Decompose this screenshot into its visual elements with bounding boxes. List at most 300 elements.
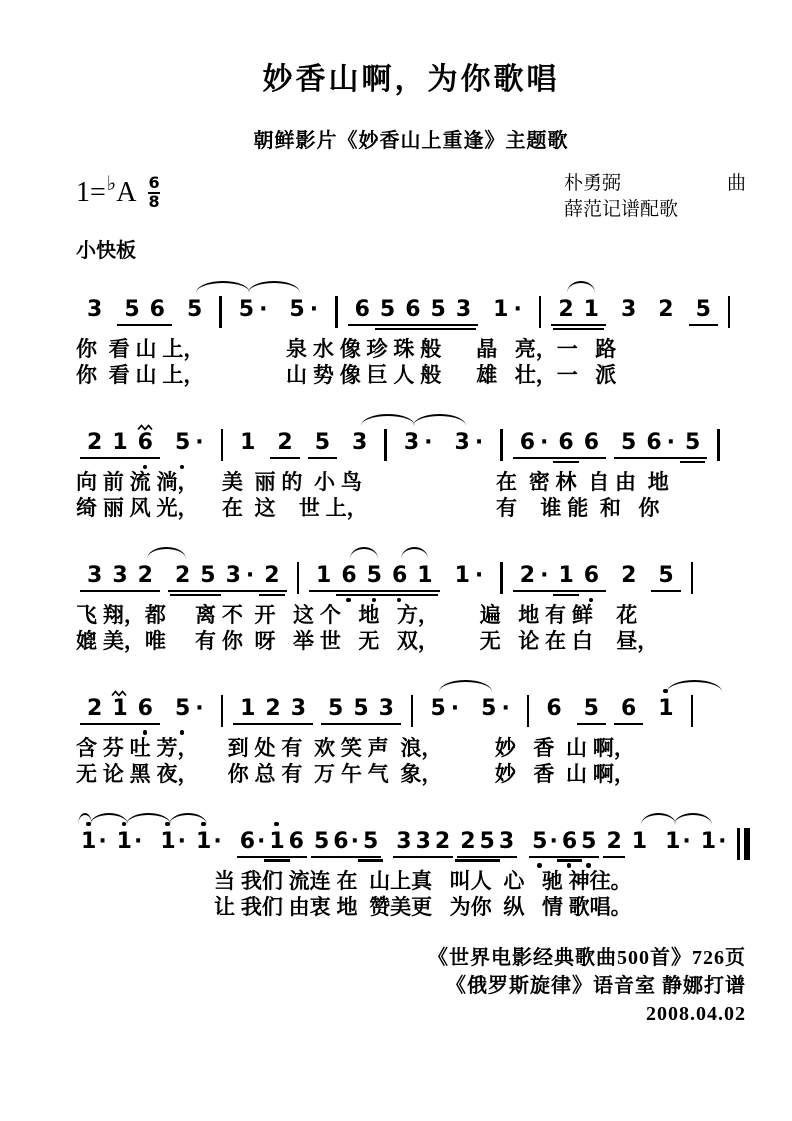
meter-numerator: 6	[148, 173, 160, 192]
tie-arc	[401, 547, 428, 559]
final-barline-thick	[744, 828, 750, 860]
note	[498, 828, 515, 854]
note-digit: 2	[265, 695, 281, 721]
octave-dot-low	[537, 863, 542, 868]
note	[380, 299, 395, 321]
note-digit: 2	[434, 828, 451, 854]
sixteenth-beam	[412, 594, 437, 597]
note-digit: 6	[391, 563, 408, 589]
note-digit: 5	[581, 828, 597, 854]
music-line	[76, 811, 746, 863]
sixteenth-beam	[553, 328, 578, 331]
music-line	[76, 412, 746, 464]
augmentation-dot: ·	[98, 828, 107, 854]
song-subtitle: 朝鲜影片《妙香山上重逢》主题歌	[253, 130, 569, 152]
note-digit: 1	[454, 563, 470, 589]
tie-arc	[641, 813, 676, 825]
note-digit: 1	[269, 828, 285, 854]
note	[532, 828, 558, 854]
tie-arc	[413, 414, 466, 426]
note-digit: 5	[658, 563, 674, 589]
barline	[411, 695, 414, 727]
final-barline-thin	[737, 828, 740, 860]
augmentation-dot: ·	[501, 695, 510, 721]
note-digit: 6	[558, 430, 574, 456]
note-digit: 3	[290, 695, 307, 721]
beam-group	[614, 299, 643, 324]
note-digit: 1	[240, 695, 256, 721]
note	[621, 432, 636, 454]
augmentation-dot: ·	[450, 695, 460, 721]
note	[200, 565, 215, 587]
note-digit: 6	[354, 297, 370, 323]
flat-icon: ♭	[106, 172, 117, 195]
note	[584, 432, 599, 454]
beam-group	[232, 299, 275, 324]
note-digit: 6	[333, 828, 349, 854]
note	[606, 828, 622, 854]
beam-group	[233, 432, 262, 457]
note-digit: 3	[454, 430, 470, 456]
note-digit: 6	[546, 695, 562, 721]
note	[405, 299, 420, 321]
beam-group	[348, 299, 479, 326]
sixteenth-beam	[426, 328, 451, 331]
note	[355, 299, 370, 321]
note	[455, 565, 484, 587]
sixteenth-beam	[358, 859, 383, 862]
note-digit: 5	[313, 828, 330, 854]
note-digit: 5	[200, 563, 216, 589]
sixteenth-beam	[170, 594, 195, 597]
note	[417, 565, 432, 587]
beam-group	[651, 695, 680, 723]
note	[81, 828, 107, 854]
note-digit: 1	[493, 297, 509, 323]
barline	[297, 562, 300, 594]
key-letter: A	[116, 176, 137, 208]
note-digit: 6	[561, 828, 578, 854]
tie-arc	[350, 547, 378, 559]
note	[621, 299, 636, 321]
note-digit: 5	[621, 430, 637, 456]
note	[87, 565, 102, 587]
beam-group	[270, 432, 299, 459]
note-digit: 5	[684, 430, 701, 456]
note-digit: 2	[87, 430, 103, 456]
note	[378, 695, 394, 721]
note	[289, 299, 318, 321]
note	[362, 828, 379, 854]
beam-group	[603, 828, 624, 858]
note	[456, 299, 471, 321]
octave-dot-low	[589, 598, 594, 603]
beam-group	[698, 828, 730, 856]
augmentation-dot: ·	[549, 828, 558, 854]
note	[112, 432, 127, 454]
sixteenth-beam	[680, 461, 705, 464]
beam-group	[114, 828, 146, 856]
note-digit: 5	[379, 297, 396, 323]
note-digit: 3	[87, 563, 103, 589]
transcriber-credit: 《俄罗斯旋律》语音室 静娜打谱	[446, 974, 746, 997]
note	[404, 432, 433, 454]
tie-arc	[126, 813, 171, 825]
octave-dot-low	[397, 598, 402, 603]
note-digit: 1	[631, 828, 648, 854]
augmentation-dot: ·	[513, 297, 522, 323]
barline	[500, 429, 503, 461]
note-digit: 1	[417, 563, 433, 589]
note	[658, 565, 673, 587]
augmentation-dot: ·	[257, 828, 266, 854]
sixteenth-beam	[557, 859, 582, 862]
note	[481, 695, 510, 721]
note	[137, 695, 153, 721]
note	[621, 565, 636, 587]
note-digit: 6	[519, 430, 536, 456]
mordent-icon	[111, 680, 127, 702]
sixteenth-beam	[336, 594, 361, 597]
composer-name: 朴勇弼	[564, 173, 622, 194]
note	[112, 565, 127, 587]
note	[561, 828, 578, 854]
note	[87, 695, 103, 721]
note	[239, 828, 266, 854]
note	[558, 299, 573, 321]
sixteenth-beam	[195, 594, 220, 597]
beam-group	[614, 695, 643, 725]
octave-dot-low	[180, 730, 185, 735]
note-digit: 2	[460, 828, 476, 854]
score-system	[76, 279, 746, 388]
note	[396, 828, 412, 854]
augmentation-dot: ·	[195, 695, 204, 721]
beam-group	[529, 828, 599, 858]
note	[175, 432, 204, 454]
note-digit: 2	[621, 563, 637, 589]
meter-denominator: 8	[148, 191, 160, 211]
lyricist-credit: 薛范记谱配歌	[564, 198, 679, 220]
note-digit: 3	[352, 430, 368, 456]
lyric-line: 你 看 山 上， 山 势 像 巨 人 般 雄 壮，一 派	[76, 364, 617, 388]
octave-dot-low	[567, 863, 572, 868]
note	[239, 299, 268, 321]
barline	[539, 296, 542, 328]
note	[581, 828, 597, 854]
note-digit: 3	[112, 563, 128, 589]
note	[558, 565, 573, 587]
sixteenth-beam	[451, 328, 476, 331]
note	[265, 695, 281, 721]
note	[696, 299, 711, 321]
note-digit: 5	[174, 430, 191, 456]
tie-arc	[90, 813, 128, 825]
barline	[335, 296, 338, 328]
key-signature	[76, 172, 160, 211]
note-digit: 1	[112, 430, 128, 456]
beam-group	[80, 565, 160, 592]
augmentation-dot: ·	[259, 297, 268, 323]
lyric-line: 含 芬 吐 芳， 到 处 有 欢 笑 声 浪， 妙 香 山 啊，	[76, 736, 635, 760]
beam-group	[577, 695, 606, 725]
note	[313, 828, 330, 854]
note-digit: 5	[353, 695, 369, 721]
note-digit: 6	[137, 695, 153, 721]
note-digit: 1	[583, 297, 599, 323]
barline	[728, 296, 731, 328]
note-digit: 3	[498, 828, 515, 854]
beam-group	[80, 299, 109, 324]
note-digit: 1	[116, 828, 132, 854]
note-digit: 5	[124, 297, 140, 323]
note	[138, 432, 153, 454]
augmentation-dot: ·	[474, 563, 484, 589]
score-system	[76, 545, 746, 654]
note	[434, 828, 451, 854]
augmentation-dot: ·	[177, 828, 187, 854]
barline	[384, 429, 387, 461]
beam-group	[345, 432, 374, 457]
note	[665, 828, 691, 854]
note-digit: 5	[366, 563, 382, 589]
sixteenth-beam	[579, 328, 604, 331]
beam-group	[629, 828, 650, 856]
note	[392, 565, 407, 587]
augmentation-dot: ·	[718, 828, 727, 854]
note	[431, 299, 446, 321]
octave-dot-low	[143, 730, 148, 735]
note	[277, 432, 292, 454]
note-digit: 5	[186, 297, 203, 323]
note-digit: 1	[665, 828, 681, 854]
beam-group	[551, 299, 606, 326]
beam-group	[486, 299, 529, 324]
music-line	[76, 279, 746, 331]
note	[174, 695, 204, 721]
time-signature	[148, 175, 159, 211]
sixteenth-beam	[259, 594, 284, 597]
note-digit: 2	[87, 695, 103, 721]
note	[333, 828, 359, 854]
note	[175, 565, 190, 587]
beam-group	[117, 299, 172, 326]
beam-group	[237, 828, 307, 858]
beam-group	[448, 565, 491, 590]
augmentation-dot: ·	[245, 563, 255, 589]
tie-arc	[674, 813, 712, 825]
composer-role: 曲	[726, 173, 746, 194]
note	[290, 695, 307, 721]
score-system	[76, 811, 746, 920]
note	[493, 299, 522, 321]
augmentation-dot: ·	[666, 430, 675, 456]
note-digit: 5	[328, 695, 344, 721]
lyric-line: 你 看 山 上， 泉 水 像 珍 珠 般 晶 亮，一 路	[76, 338, 617, 362]
beam-group	[321, 695, 401, 725]
barline	[717, 429, 720, 461]
beam-group	[193, 828, 225, 856]
note	[546, 695, 562, 721]
note-digit: 1	[316, 563, 332, 589]
beam-group	[393, 828, 453, 858]
note-digit: 3	[403, 430, 420, 456]
note-digit: 5	[479, 828, 495, 854]
sixteenth-beam	[387, 594, 412, 597]
tie-arc	[667, 680, 722, 692]
note	[124, 299, 139, 321]
date: 2008.04.02	[646, 1002, 746, 1025]
note	[87, 432, 102, 454]
beam-group	[78, 828, 110, 856]
beam-group	[539, 695, 568, 723]
mordent-icon	[137, 414, 153, 436]
augmentation-dot: ·	[474, 430, 484, 456]
beam-group	[457, 828, 517, 858]
note-digit: 1	[558, 563, 574, 589]
beam-group	[180, 299, 209, 324]
beam-group	[309, 565, 440, 592]
note-digit: 6	[288, 828, 304, 854]
beam-group	[423, 695, 466, 723]
beam-group	[614, 565, 643, 590]
note-digit: 6	[583, 430, 599, 456]
note-digit: 1	[160, 828, 176, 854]
lyric-line: 当 我们 流连 在 山上真 叫人 心 驰 神往。	[214, 869, 632, 893]
barline	[221, 695, 224, 727]
score-system	[76, 678, 746, 787]
lyric-line: 媲 美，唯 有 你 呀 举 世 无 双， 无 论 在 白 昼，	[76, 629, 659, 653]
note	[315, 432, 330, 454]
sixteenth-beam	[475, 859, 500, 862]
beam-group	[448, 432, 491, 457]
barline	[691, 695, 694, 727]
note	[353, 695, 369, 721]
note	[87, 299, 102, 321]
note-digit: 5	[430, 695, 446, 721]
note	[150, 299, 165, 321]
note-digit: 5	[695, 297, 711, 323]
note	[288, 828, 304, 854]
barline	[221, 429, 224, 461]
note	[240, 432, 255, 454]
note-digit: 2	[519, 563, 536, 589]
note	[646, 432, 675, 454]
note	[658, 299, 673, 321]
octave-dot-low	[143, 465, 148, 470]
beam-group	[651, 299, 680, 324]
note	[352, 432, 367, 454]
lyric-line: 无 论 黑 夜， 你 总 有 万 午 气 象， 妙 香 山 啊，	[76, 762, 635, 786]
note	[187, 299, 202, 321]
note	[520, 565, 549, 587]
beam-group	[651, 565, 680, 592]
beam-group	[397, 432, 440, 457]
note-digit: 1	[700, 828, 717, 854]
augmentation-dot: ·	[309, 297, 319, 323]
note	[226, 565, 255, 587]
beam-group	[282, 299, 325, 324]
note-digit: 6	[583, 563, 600, 589]
sixteenth-beam	[362, 594, 387, 597]
note-digit: 1	[81, 828, 97, 854]
note	[520, 432, 549, 454]
note-digit: 3	[225, 563, 241, 589]
note-digit: 6	[239, 828, 255, 854]
tie-arc	[361, 414, 415, 426]
note-digit: 6	[341, 563, 357, 589]
beam-group	[233, 695, 313, 725]
sixteenth-beam	[400, 328, 425, 331]
key-prefix: 1=	[76, 176, 106, 208]
note	[112, 695, 128, 721]
note-digit: 5	[238, 297, 255, 323]
note-digit: 3	[396, 828, 412, 854]
lyric-line: 让 我们 由衷 地 赞美更 为你 纵 情 歌唱。	[214, 895, 632, 919]
meta-row	[76, 172, 746, 222]
sixteenth-beam	[553, 461, 578, 464]
note	[479, 828, 495, 854]
note	[415, 828, 431, 854]
tie-arc	[147, 547, 186, 559]
beam-group	[308, 432, 337, 459]
note-digit: 2	[264, 563, 280, 589]
note-digit: 3	[87, 297, 103, 323]
barline	[527, 695, 530, 727]
tie-arc	[248, 281, 300, 293]
beam-group	[513, 565, 606, 592]
beam-group	[157, 828, 189, 856]
note	[583, 695, 599, 721]
note-digit: 3	[455, 297, 472, 323]
lyric-line: 飞 翔，都 离 不 开 这 个 地 方， 遍 地 有 鲜 花	[76, 604, 638, 628]
note-digit: 5	[362, 828, 379, 854]
note-digit: 2	[137, 563, 153, 589]
note-digit: 5	[289, 297, 305, 323]
beam-group	[168, 695, 211, 723]
beam-group	[80, 695, 160, 725]
lyric-line: 绮 丽 风 光， 在 这 世 上， 有 谁 能 和 你	[76, 497, 660, 521]
score	[76, 279, 746, 919]
note	[658, 695, 674, 721]
augmentation-dot: ·	[350, 828, 359, 854]
note	[455, 432, 484, 454]
note-digit: 5	[481, 695, 497, 721]
note	[558, 432, 573, 454]
credits	[564, 171, 746, 222]
note-digit: 5	[314, 430, 331, 456]
note	[460, 828, 476, 854]
octave-dot-low	[180, 465, 185, 470]
final-barline	[737, 828, 750, 860]
note-digit: 1	[112, 695, 128, 721]
note-digit: 5	[532, 828, 548, 854]
barline	[691, 562, 694, 594]
note-digit: 6	[405, 297, 421, 323]
note	[620, 695, 637, 721]
note-digit: 5	[174, 695, 191, 721]
note	[700, 828, 727, 854]
sixteenth-beam	[264, 859, 289, 862]
tie-arc	[196, 281, 250, 293]
augmentation-dot: ·	[540, 563, 549, 589]
note	[685, 432, 700, 454]
note-digit: 6	[137, 430, 153, 456]
beam-group	[689, 299, 718, 326]
note-digit: 2	[558, 297, 574, 323]
octave-dot-low	[372, 598, 377, 603]
beam-group	[614, 432, 707, 459]
